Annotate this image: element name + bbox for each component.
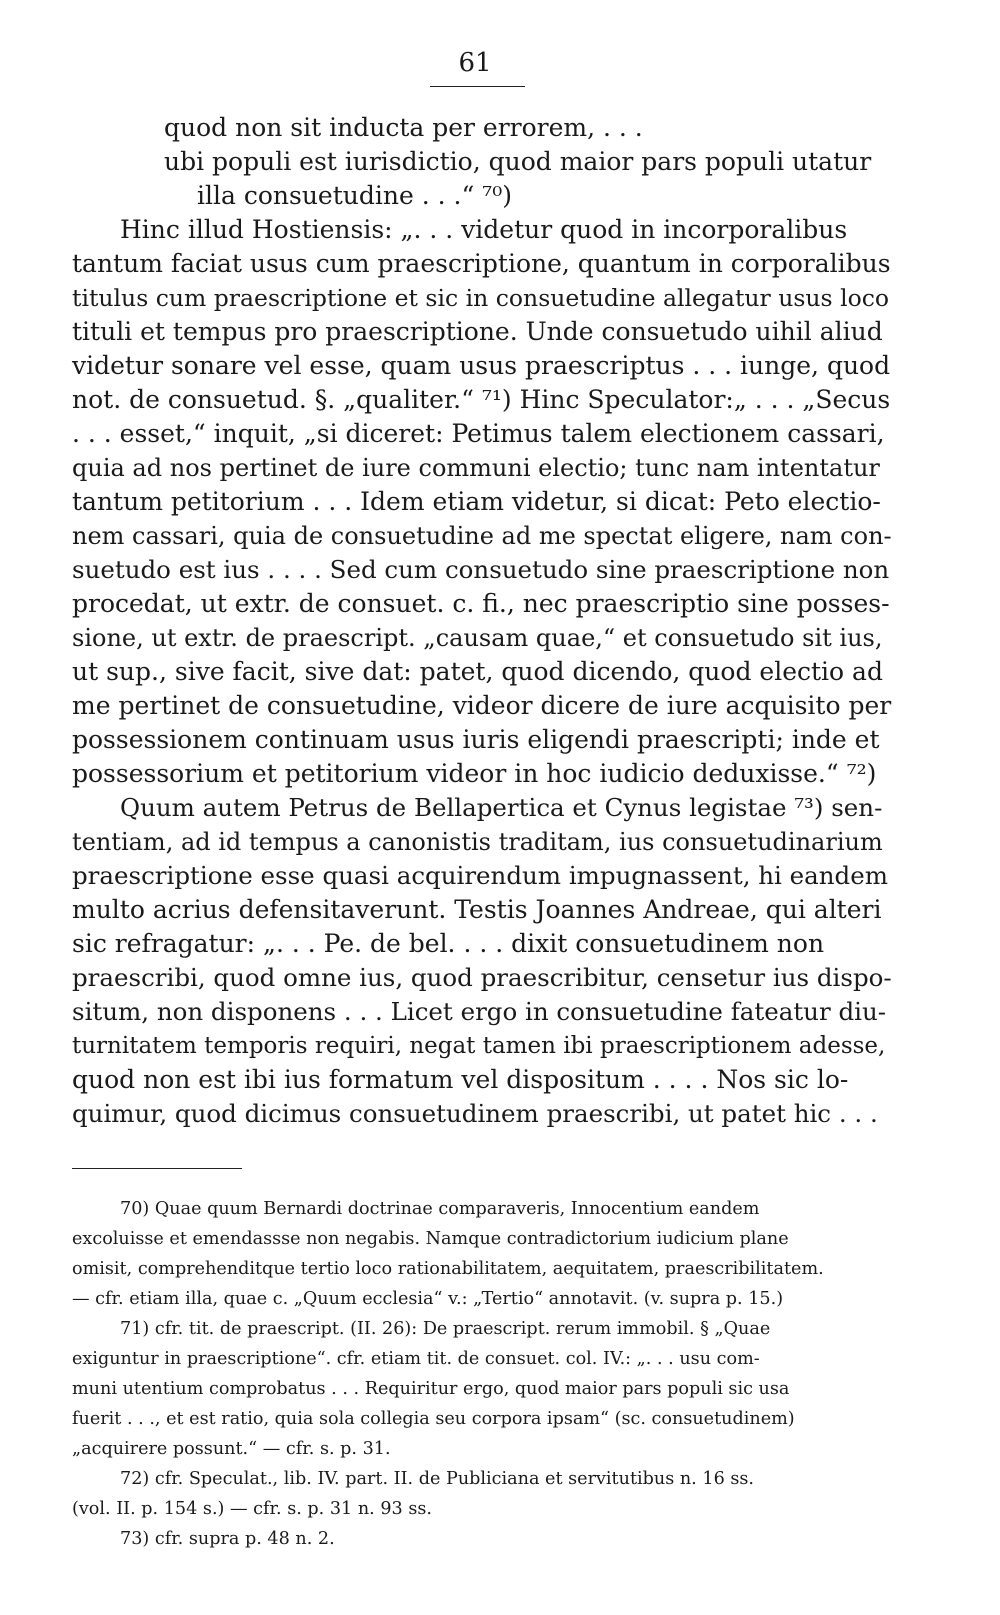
- footnote-line: „acquirere possunt.“ — cfr. s. p. 31.: [72, 1439, 391, 1459]
- body-line: praescribi, quod omne ius, quod praescribitur, censetur ius dispo-: [72, 963, 892, 992]
- body-line: me pertinet de consuetudine, videor dicere de iure acquisito per: [72, 691, 892, 720]
- body-line: Hinc illud Hostiensis: „. . . videtur quod in incorporalibus: [120, 215, 848, 244]
- body-line: . . . esset,“ inquit, „si diceret: Petimus talem electionem cassari,: [72, 419, 885, 448]
- body-line: ubi populi est iurisdictio, quod maior pars populi utatur: [164, 147, 872, 176]
- footnote-line: fuerit . . ., et est ratio, quia sola collegia seu corpora ipsam“ (sc. consuetudinem): [72, 1409, 795, 1429]
- footnote-line: 72) cfr. Speculat., lib. IV. part. II. de Publiciana et servitutibus n. 16 ss.: [120, 1469, 755, 1489]
- body-line: nem cassari, quia de consuetudine ad me spectat eligere, nam con-: [72, 522, 892, 550]
- page-number: 61: [458, 48, 492, 78]
- body-line: quod non est ibi ius formatum vel dispositum . . . . Nos sic lo-: [72, 1065, 849, 1094]
- body-line: suetudo est ius . . . . Sed cum consuetudo sine praescriptione non: [72, 555, 890, 584]
- body-line: turnitatem temporis requiri, negat tamen ibi praescriptionem adesse,: [72, 1033, 886, 1059]
- body-line: Quum autem Petrus de Bellapertica et Cynus legistae ⁷³) sen-: [120, 793, 883, 822]
- footnote-line: (vol. II. p. 154 s.) — cfr. s. p. 31 n. 93 ss.: [72, 1499, 432, 1519]
- footnote-line: excoluisse et emendassse non negabis. Namque contradictorium iudicium plane: [72, 1229, 789, 1249]
- body-line: quia ad nos pertinet de iure communi electio; tunc nam intentatur: [72, 454, 880, 482]
- body-line: possessionem continuam usus iuris eligendi praescripti; inde et: [72, 725, 880, 754]
- body-line: quod non sit inducta per errorem, . . .: [164, 113, 643, 142]
- body-line: titulus cum praescriptione et sic in consuetudine allegatur usus loco: [72, 284, 890, 312]
- body-line: ut sup., sive facit, sive dat: patet, quod dicendo, quod electio ad: [72, 657, 883, 686]
- body-line: tantum petitorium . . . Idem etiam videtur, si dicat: Peto electio-: [72, 487, 881, 516]
- footnote-rule: [72, 1168, 242, 1169]
- body-line: quimur, quod dicimus consuetudinem praescribi, ut patet hic . . .: [72, 1099, 878, 1128]
- page-number-rule: [430, 86, 525, 87]
- body-line: sione, ut extr. de praescript. „causam quae,“ et consuetudo sit ius,: [72, 624, 883, 652]
- footnote-line: 73) cfr. supra p. 48 n. 2.: [120, 1529, 335, 1549]
- footnote-line: omisit, comprehenditque tertio loco rationabilitatem, aequitatem, praescribilitatem.: [72, 1259, 824, 1279]
- footnote-line: 71) cfr. tit. de praescript. (II. 26): De praescript. rerum immobil. § „Quae: [120, 1319, 771, 1339]
- footnote-line: exiguntur in praescriptione“. cfr. etiam tit. de consuet. col. IV.: „. . . usu com-: [72, 1349, 760, 1369]
- body-line: sic refragatur: „. . . Pe. de bel. . . . dixit consuetudinem non: [72, 929, 825, 958]
- body-line: praescriptione esse quasi acquirendum impugnassent, hi eandem: [72, 861, 888, 890]
- body-line: tentiam, ad id tempus a canonistis traditam, ius consuetudinarium: [72, 828, 883, 856]
- body-line: tantum faciat usus cum praescriptione, quantum in corporalibus: [72, 249, 891, 278]
- body-line: not. de consuetud. §. „qualiter.“ ⁷¹) Hinc Speculator:„ . . . „Secus: [72, 385, 891, 414]
- body-line: tituli et tempus pro praescriptione. Unde consuetudo uihil aliud: [72, 317, 883, 346]
- body-line: illa consuetudine . . .“ ⁷⁰): [197, 181, 512, 210]
- footnote-line: 70) Quae quum Bernardi doctrinae comparaveris, Innocentium eandem: [120, 1199, 760, 1219]
- body-line: multo acrius defensitaverunt. Testis Joannes Andreae, qui alteri: [72, 895, 882, 924]
- body-line: videtur sonare vel esse, quam usus praescriptus . . . iunge, quod: [72, 351, 891, 380]
- body-line: procedat, ut extr. de consuet. c. fi., nec praescriptio sine posses-: [72, 589, 890, 618]
- footnote-line: muni utentium comprobatus . . . Requiritur ergo, quod maior pars populi sic usa: [72, 1379, 790, 1399]
- body-line: situm, non disponens . . . Licet ergo in consuetudine fateatur diu-: [72, 997, 887, 1026]
- body-line: possessorium et petitorium videor in hoc iudicio deduxisse.“ ⁷²): [72, 759, 877, 788]
- footnote-line: — cfr. etiam illa, quae c. „Quum ecclesia“ v.: „Tertio“ annotavit. (v. supra p. 15.): [72, 1289, 784, 1309]
